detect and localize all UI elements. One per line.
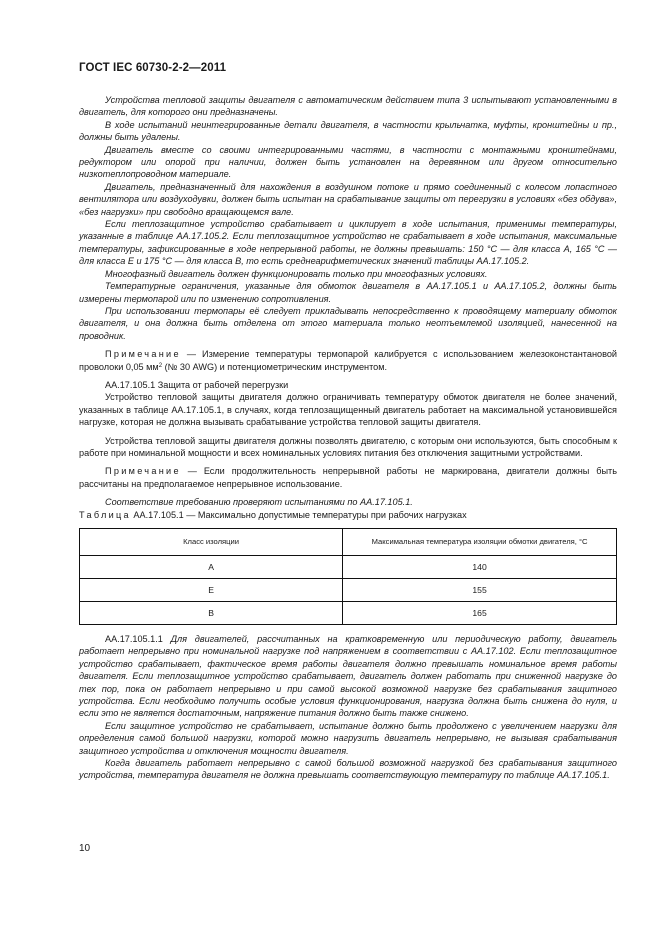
paragraph: Когда двигатель работает непрерывно с самой большой возможной нагрузкой без срабатывания защитного устройства, температура двигателя не должна превышать соответствующую температуру по таблице АА.17.105.1.: [79, 758, 617, 781]
document-body: [79, 94, 617, 782]
paragraph: В ходе испытаний неинтегрированные детали двигателя, в частности крыльчатка, муфты, кронштейны и пр., должны быть удалены.: [79, 119, 617, 143]
paragraph: Устройство тепловой защиты двигателя должно ограничивать температуру обмоток двигателя не более значений, указанных в таблице АА.17.105.1, в случаях, когда теплозащищенный двигатель работает на максимальной установившейся нагрузке, которая не должна вызывать срабатывание устройства тепловой защиты двигателя.: [79, 392, 617, 428]
table-row: [80, 579, 617, 602]
cell-temperature: 155: [343, 579, 617, 602]
subsection-number: АА.17.105.1.1: [105, 634, 163, 644]
note-label: Примечание: [105, 466, 181, 477]
paragraph: Двигатель, предназначенный для нахождения в воздушном потоке и прямо соединенный с колесом лопастного вентилятора или воздуходувки, должен быть испытан на срабатывание защиты от перегрузки в условиях «без обдува», «без нагрузки» при свободно вращающемся вале.: [79, 181, 617, 217]
table-caption: [79, 509, 617, 521]
note-continuous-operation: [79, 465, 617, 490]
note-label: Примечание: [105, 349, 181, 360]
temperature-table: [79, 528, 617, 625]
paragraph: Если теплозащитное устройство срабатывает и циклирует в ходе испытания, применимы температуры, указанные в таблице АА.17.105.2. Если теплозащитное устройство не срабатывает в ходе испытания, максимальные температуры, зафиксированные в ходе непрерывной работы, не должны превышать: 150 °С — для класса А, 165 °С — для класса Е и 175 °С — для класса В, то есть среднеарифметических значений таблицы АА.17.105.2.: [79, 219, 617, 267]
table-row: [80, 602, 617, 625]
paragraph: Устройства тепловой защиты двигателя должны позволять двигателю, с которым они используются, быть способным к работе при номинальной мощности и всех номинальных условиях питания без отключения защитными устройствами.: [79, 435, 617, 458]
paragraph: Устройства тепловой защиты двигателя с автоматическим действием типа 3 испытывают установленными в двигатель, для которого они предназначены.: [79, 95, 617, 118]
subsection-paragraph: [79, 633, 617, 720]
note-text-after: (№ 30 AWG) и потенциометрическим инструментом.: [162, 361, 388, 372]
note-text-before: — Измерение температуры термопарой калибруется с использованием железоконстантановой проволоки 0,05 мм: [79, 349, 617, 372]
header-max-temperature: Максимальная температура изоляции обмотки двигателя, °С: [343, 529, 617, 556]
cell-temperature: 165: [343, 602, 617, 625]
paragraph: При использовании термопары её следует прикладывать непосредственно к проводящему материалу обмоток двигателя, и она должна быть отделена от этого материала только неотъемлемой изоляцией, нанесенной на проводник.: [79, 305, 617, 341]
cell-class: А: [80, 556, 343, 579]
header-insulation-class: Класс изоляции: [80, 529, 343, 556]
paragraph: Двигатель вместе со своими интегрированными частями, в частности с монтажными кронштейнами, редуктором или опорой при наличии, должен быть установлен на деревянном или другом относительно низкотеплопроводном материале.: [79, 144, 617, 180]
paragraph: Многофазный двигатель должен функционировать только при многофазных условиях.: [105, 268, 488, 279]
cell-class: Е: [80, 579, 343, 602]
note-thermocouple: [79, 348, 617, 373]
note-superscript: 2: [158, 362, 163, 369]
document-header: ГОСТ IEC 60730-2-2—2011: [79, 62, 227, 74]
section-heading: АА.17.105.1 Защита от рабочей перегрузки: [105, 379, 289, 390]
cell-class: В: [80, 602, 343, 625]
note-text: — Если продолжительность непрерывной работы не маркирована, двигатели должны быть рассчитаны на предполагаемое непрерывное использование.: [79, 466, 617, 489]
table-caption-label: Таблица: [79, 509, 131, 520]
table-row: [80, 556, 617, 579]
subsection-text: Для двигателей, рассчитанных на кратковременную или периодическую работу, двигатель работает непрерывно при номинальной нагрузке под напряжением в соответствии с АА.17.102. Если теплозащитное устройство срабатывает, фактическое время работы двигателя должно превышать номинальное время работы двигателя. Если теплозащитное устройство срабатывает, двигатель должен работать при сниженной нагрузке до тех пор, пока он работает непрерывно и при самой высокой возможной нагрузке без срабатывания защитного устройства. Если необходимо получить особые условия функционирования, нагрузка должна быть снижена до нуля, и если это не является достаточным, напряжение питания должно быть также снижено.: [79, 634, 617, 719]
paragraph: Температурные ограничения, указанные для обмоток двигателя в АА.17.105.1 и АА.17.105.2, должны быть измерены термопарой или по изменению сопротивления.: [79, 281, 617, 304]
cell-temperature: 140: [343, 556, 617, 579]
compliance-statement: Соответствие требованию проверяют испытаниями по АА.17.105.1.: [105, 497, 413, 508]
table-caption-text: АА.17.105.1 — Максимально допустимые температуры при рабочих нагрузках: [130, 509, 467, 520]
table-header-row: [80, 529, 617, 556]
paragraph: Если защитное устройство не срабатывает, испытание должно быть продолжено с увеличением нагрузки для определения самой большой нагрузки, которой можно нагрузить двигатель непрерывно, не вызывая срабатывания защитного устройства и отключения мощности двигателя.: [79, 720, 617, 756]
page-number: 10: [79, 843, 91, 854]
